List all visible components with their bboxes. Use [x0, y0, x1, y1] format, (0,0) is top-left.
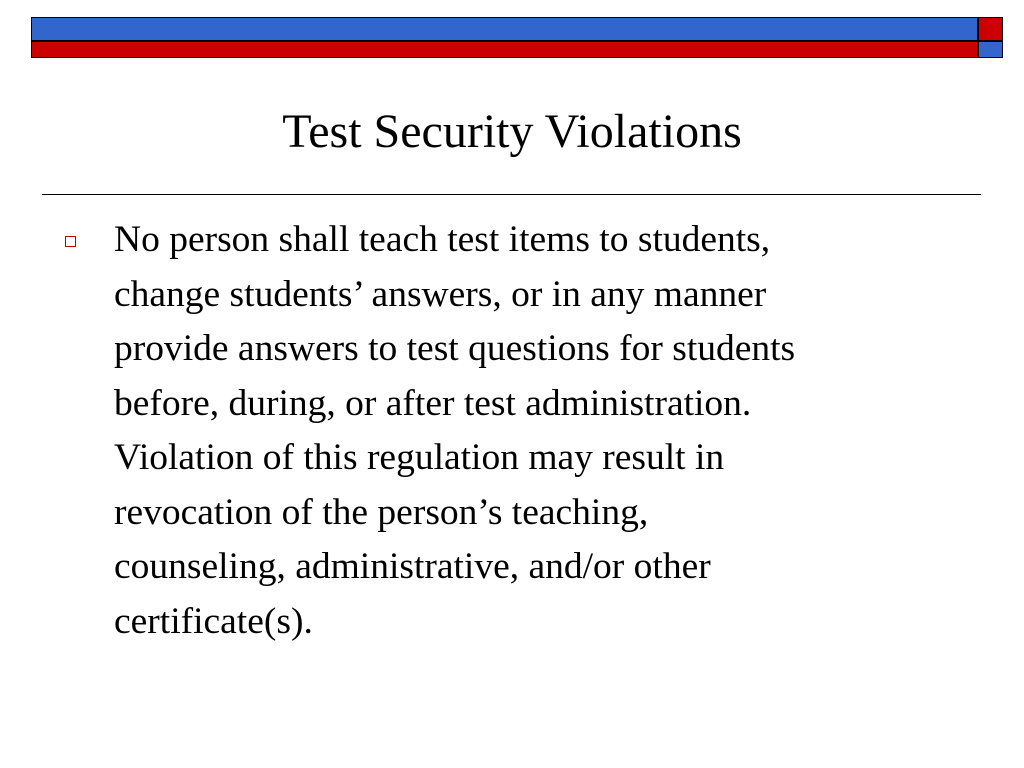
- bullet-line: No person shall teach test items to students,: [114, 219, 771, 260]
- header-bar-blue: [31, 17, 978, 41]
- slide-title: Test Security Violations: [282, 105, 742, 158]
- bullet-line: counseling, administrative, and/or other: [114, 546, 711, 587]
- bullet-line: revocation of the person’s teaching,: [114, 491, 649, 533]
- header-bar-red: [31, 41, 978, 58]
- bullet-line: Violation of this regulation may result in: [114, 437, 725, 478]
- bullet-line: provide answers to test questions for students: [114, 328, 796, 369]
- bullet-line: before, during, or after test administration.: [114, 382, 752, 424]
- title-divider: [42, 194, 981, 195]
- bullet-line: certificate(s).: [114, 600, 313, 642]
- hollow-square-bullet-icon: [65, 236, 76, 247]
- header-square-red: [978, 17, 1003, 41]
- header-square-blue: [978, 41, 1003, 58]
- bullet-text: [114, 213, 954, 649]
- bullet-line: change students’ answers, or in any manner: [114, 273, 767, 315]
